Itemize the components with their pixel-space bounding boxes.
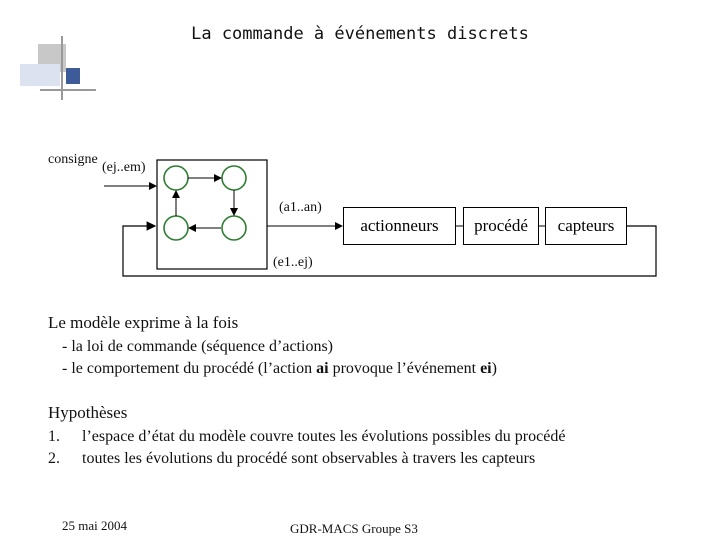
line2-event: ei: [480, 360, 492, 377]
line2-mid: provoque l’événement: [328, 360, 481, 377]
block-procede: procédé: [463, 207, 539, 245]
hypothesis-text: l’espace d’état du modèle couvre toutes les évolutions possibles du procédé: [82, 428, 566, 445]
block-actionneurs: actionneurs: [343, 207, 456, 245]
section1-heading: Le modèle exprime à la fois: [48, 313, 239, 332]
line2-action: ai: [316, 360, 329, 377]
footer-date: 25 mai 2004: [62, 518, 127, 533]
block-capteurs: capteurs: [545, 207, 627, 245]
feedback-events-label: (e1..ej): [273, 255, 313, 270]
hypothesis-item: [48, 428, 565, 446]
page-title: La commande à événements discrets: [191, 24, 529, 44]
hypothesis-text: toutes les évolutions du procédé sont observables à travers les capteurs: [82, 450, 536, 467]
section1-line2: [62, 360, 497, 378]
controller-box: [157, 160, 267, 269]
footer-group: GDR-MACS Groupe S3: [290, 521, 418, 536]
section2-heading: Hypothèses: [48, 403, 128, 422]
consigne-label: consigne: [48, 152, 98, 167]
section1-line1: - la loi de commande (séquence d’actions): [62, 338, 333, 355]
line2-post: ): [491, 360, 497, 377]
output-actions-label: (a1..an): [279, 200, 322, 215]
hypothesis-item: [48, 450, 535, 468]
hypothesis-number: 1.: [48, 428, 60, 445]
hypothesis-number: 2.: [48, 450, 60, 467]
line2-pre: - le comportement du procédé (l’action: [62, 360, 317, 377]
input-events-label: (ej..em): [102, 160, 146, 175]
